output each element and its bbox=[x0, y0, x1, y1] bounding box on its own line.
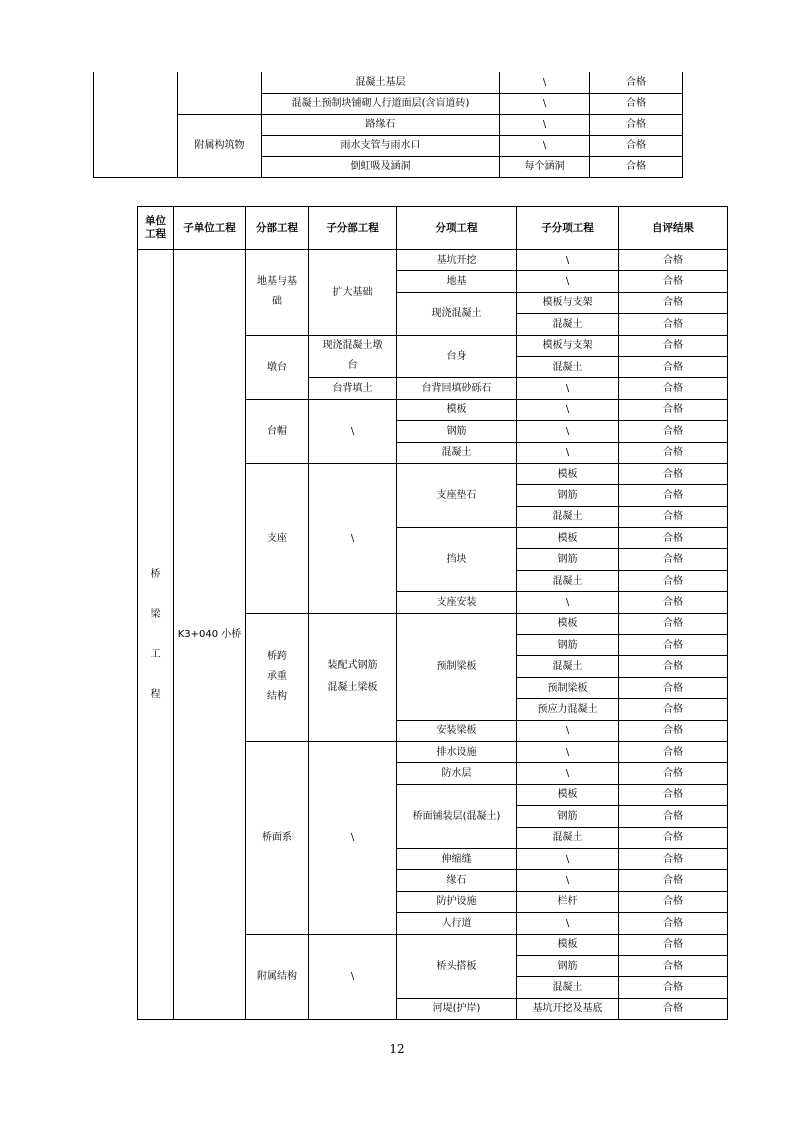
result: 合格 bbox=[619, 848, 728, 869]
sub-item: 模板与支架 bbox=[517, 335, 619, 356]
header-division: 分部工程 bbox=[246, 207, 309, 250]
item: 挡块 bbox=[397, 528, 517, 592]
result: 合格 bbox=[619, 271, 728, 292]
table-cell: \ bbox=[500, 114, 590, 135]
result: 合格 bbox=[619, 528, 728, 549]
result: 合格 bbox=[619, 635, 728, 656]
header-sub-unit: 子单位工程 bbox=[174, 207, 246, 250]
sub-item: 栏杆 bbox=[517, 891, 619, 912]
item: 桥面铺装层(混凝土) bbox=[397, 784, 517, 848]
header-sub-division: 子分部工程 bbox=[309, 207, 397, 250]
sub-item: 模板 bbox=[517, 528, 619, 549]
sub-item: 模板 bbox=[517, 934, 619, 955]
item: 伸缩缝 bbox=[397, 848, 517, 869]
item: 台身 bbox=[397, 335, 517, 378]
item: 缘石 bbox=[397, 870, 517, 891]
division-ancillary: 附属结构 bbox=[246, 934, 309, 1020]
sub-item: 混凝土 bbox=[517, 314, 619, 335]
result: 合格 bbox=[619, 934, 728, 955]
sub-item: \ bbox=[517, 741, 619, 762]
result: 合格 bbox=[619, 378, 728, 399]
sub-item: 模板 bbox=[517, 463, 619, 484]
sub-division-slash: \ bbox=[309, 399, 397, 463]
table-cell: \ bbox=[500, 72, 590, 93]
sub-item: \ bbox=[517, 848, 619, 869]
sub-item: 混凝土 bbox=[517, 656, 619, 677]
group-label: 附属构筑物 bbox=[178, 114, 262, 177]
table-cell: 路缘石 bbox=[262, 114, 500, 135]
item: 河堤(护岸) bbox=[397, 998, 517, 1019]
result: 合格 bbox=[619, 592, 728, 613]
sub-item: \ bbox=[517, 870, 619, 891]
sub-item: 混凝土 bbox=[517, 506, 619, 527]
unit-name: 桥 梁 工 程 bbox=[138, 250, 174, 1020]
sub-item: \ bbox=[517, 421, 619, 442]
sub-item: 钢筋 bbox=[517, 549, 619, 570]
division-foundation: 地基与基 础 bbox=[246, 250, 309, 336]
sub-division-assembled-slab: 装配式钢筋 混凝土梁板 bbox=[309, 613, 397, 741]
result: 合格 bbox=[619, 913, 728, 934]
result: 合格 bbox=[619, 399, 728, 420]
sub-item: \ bbox=[517, 271, 619, 292]
header-unit: 单位 工程 bbox=[138, 207, 174, 250]
result: 合格 bbox=[619, 656, 728, 677]
result: 合格 bbox=[619, 677, 728, 698]
table-cell: 合格 bbox=[590, 93, 683, 114]
result: 合格 bbox=[619, 335, 728, 356]
item: 桥头搭板 bbox=[397, 934, 517, 998]
result: 合格 bbox=[619, 699, 728, 720]
header-sub-item: 子分项工程 bbox=[517, 207, 619, 250]
sub-item: 预应力混凝土 bbox=[517, 699, 619, 720]
result: 合格 bbox=[619, 314, 728, 335]
item: 地基 bbox=[397, 271, 517, 292]
top-continuation-table bbox=[93, 72, 683, 178]
sub-unit-cell-empty bbox=[178, 72, 262, 114]
sub-division-backfill: 台背填土 bbox=[309, 378, 397, 399]
sub-division-slash: \ bbox=[309, 463, 397, 613]
sub-unit-name: K3+040 小桥 bbox=[174, 250, 246, 1020]
sub-division-slash: \ bbox=[309, 741, 397, 934]
sub-item: \ bbox=[517, 442, 619, 463]
unit-cell-empty bbox=[94, 72, 178, 177]
sub-item: 预制梁板 bbox=[517, 677, 619, 698]
sub-item: 混凝土 bbox=[517, 827, 619, 848]
item: 支座垫石 bbox=[397, 463, 517, 527]
sub-item: \ bbox=[517, 913, 619, 934]
table-cell: 合格 bbox=[590, 114, 683, 135]
table-cell: 雨水支管与雨水口 bbox=[262, 135, 500, 156]
sub-item: \ bbox=[517, 720, 619, 741]
result: 合格 bbox=[619, 506, 728, 527]
sub-item: 钢筋 bbox=[517, 806, 619, 827]
sub-item: \ bbox=[517, 250, 619, 271]
result: 合格 bbox=[619, 613, 728, 634]
result: 合格 bbox=[619, 463, 728, 484]
result: 合格 bbox=[619, 806, 728, 827]
result: 合格 bbox=[619, 485, 728, 506]
table-cell: 倒虹吸及涵洞 bbox=[262, 156, 500, 177]
item: 支座安装 bbox=[397, 592, 517, 613]
item: 排水设施 bbox=[397, 741, 517, 762]
table-cell: \ bbox=[500, 93, 590, 114]
sub-item: \ bbox=[517, 399, 619, 420]
division-deck: 桥面系 bbox=[246, 741, 309, 934]
item: 人行道 bbox=[397, 913, 517, 934]
sub-item: 钢筋 bbox=[517, 635, 619, 656]
result: 合格 bbox=[619, 570, 728, 591]
result: 合格 bbox=[619, 741, 728, 762]
table-cell: 混凝土预制块铺砌人行道面层(含盲道砖) bbox=[262, 93, 500, 114]
item: 现浇混凝土 bbox=[397, 292, 517, 335]
item: 安装梁板 bbox=[397, 720, 517, 741]
item: 台背回填砂砾石 bbox=[397, 378, 517, 399]
sub-item: 模板 bbox=[517, 613, 619, 634]
sub-item: 模板与支架 bbox=[517, 292, 619, 313]
item: 防护设施 bbox=[397, 891, 517, 912]
result: 合格 bbox=[619, 827, 728, 848]
table-cell: 合格 bbox=[590, 72, 683, 93]
table-cell: 合格 bbox=[590, 156, 683, 177]
division-superstructure: 桥跨 承重 结构 bbox=[246, 613, 309, 741]
division-cap: 台帽 bbox=[246, 399, 309, 463]
sub-division-slash: \ bbox=[309, 934, 397, 1020]
result: 合格 bbox=[619, 292, 728, 313]
sub-item: 基坑开挖及基底 bbox=[517, 998, 619, 1019]
item: 混凝土 bbox=[397, 442, 517, 463]
sub-item: 钢筋 bbox=[517, 485, 619, 506]
result: 合格 bbox=[619, 720, 728, 741]
result: 合格 bbox=[619, 356, 728, 377]
result: 合格 bbox=[619, 955, 728, 976]
sub-division-expanded-base: 扩大基础 bbox=[309, 250, 397, 336]
result: 合格 bbox=[619, 891, 728, 912]
item: 钢筋 bbox=[397, 421, 517, 442]
item: 基坑开挖 bbox=[397, 250, 517, 271]
sub-item: \ bbox=[517, 592, 619, 613]
sub-item: 混凝土 bbox=[517, 977, 619, 998]
sub-division-cast-abutment: 现浇混凝土墩 台 bbox=[309, 335, 397, 378]
item: 预制梁板 bbox=[397, 613, 517, 720]
sub-item: 混凝土 bbox=[517, 570, 619, 591]
result: 合格 bbox=[619, 442, 728, 463]
sub-item: \ bbox=[517, 378, 619, 399]
sub-item: 钢筋 bbox=[517, 955, 619, 976]
table-cell: 合格 bbox=[590, 135, 683, 156]
result: 合格 bbox=[619, 977, 728, 998]
result: 合格 bbox=[619, 763, 728, 784]
table-cell: 混凝土基层 bbox=[262, 72, 500, 93]
item: 模板 bbox=[397, 399, 517, 420]
division-bearing: 支座 bbox=[246, 463, 309, 613]
result: 合格 bbox=[619, 421, 728, 442]
result: 合格 bbox=[619, 250, 728, 271]
division-abutment: 墩台 bbox=[246, 335, 309, 399]
result: 合格 bbox=[619, 549, 728, 570]
sub-item: 模板 bbox=[517, 784, 619, 805]
table-cell: \ bbox=[500, 135, 590, 156]
header-result: 自评结果 bbox=[619, 207, 728, 250]
sub-item: \ bbox=[517, 763, 619, 784]
result: 合格 bbox=[619, 998, 728, 1019]
page-number: 12 bbox=[389, 1042, 405, 1056]
bridge-evaluation-table bbox=[137, 206, 728, 1020]
table-cell: 每个涵洞 bbox=[500, 156, 590, 177]
result: 合格 bbox=[619, 870, 728, 891]
item: 防水层 bbox=[397, 763, 517, 784]
sub-item: 混凝土 bbox=[517, 356, 619, 377]
header-item: 分项工程 bbox=[397, 207, 517, 250]
result: 合格 bbox=[619, 784, 728, 805]
